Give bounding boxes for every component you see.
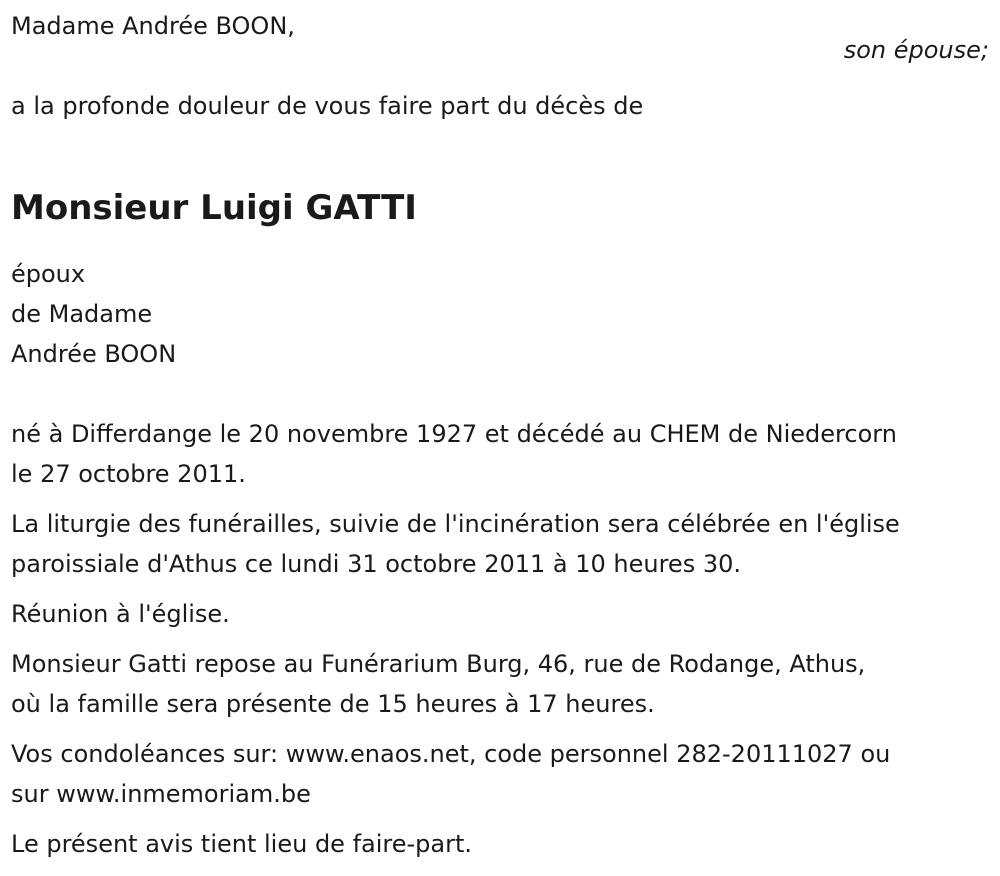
paragraph-line: Le présent avis tient lieu de faire-part. [11,830,473,858]
paragraph-line: Vos condoléances sur: www.enaos.net, code personnel 282-20111027 ou [11,740,891,768]
funeral-home-paragraph [11,644,991,724]
condolences-paragraph [11,734,991,814]
announcer-name: Madame Andrée BOON, [11,12,295,40]
liturgy-paragraph [11,504,991,584]
paragraph-line: né à Differdange le 20 novembre 1927 et décédé au CHEM de Niedercorn [11,420,897,448]
relation-line: Andrée BOON [11,340,177,368]
relation-block [11,254,176,374]
paragraph-line: Réunion à l'église. [11,600,230,628]
paragraph-line: où la famille sera présente de 15 heures à 17 heures. [11,690,655,718]
intro-text: a la profonde douleur de vous faire part du décès de [11,92,644,120]
paragraph-line: Monsieur Gatti repose au Funérarium Burg, 46, rue de Rodange, Athus, [11,650,866,678]
obituary-notice [11,0,991,876]
paragraph-line: sur www.inmemoriam.be [11,780,311,808]
notice-body [11,414,991,874]
closing-paragraph [11,824,991,864]
relation-line: de Madame [11,300,153,328]
deceased-name: Monsieur Luigi GATTI [11,187,417,228]
birth-death-paragraph [11,414,991,494]
paragraph-line: paroissiale d'Athus ce lundi 31 octobre 2011 à 10 heures 30. [11,550,741,578]
meeting-paragraph [11,594,991,634]
paragraph-line: le 27 octobre 2011. [11,460,246,488]
relation-line: époux [11,260,86,288]
announcer-role: son épouse; [843,36,989,64]
paragraph-line: La liturgie des funérailles, suivie de l'incinération sera célébrée en l'église [11,510,900,538]
